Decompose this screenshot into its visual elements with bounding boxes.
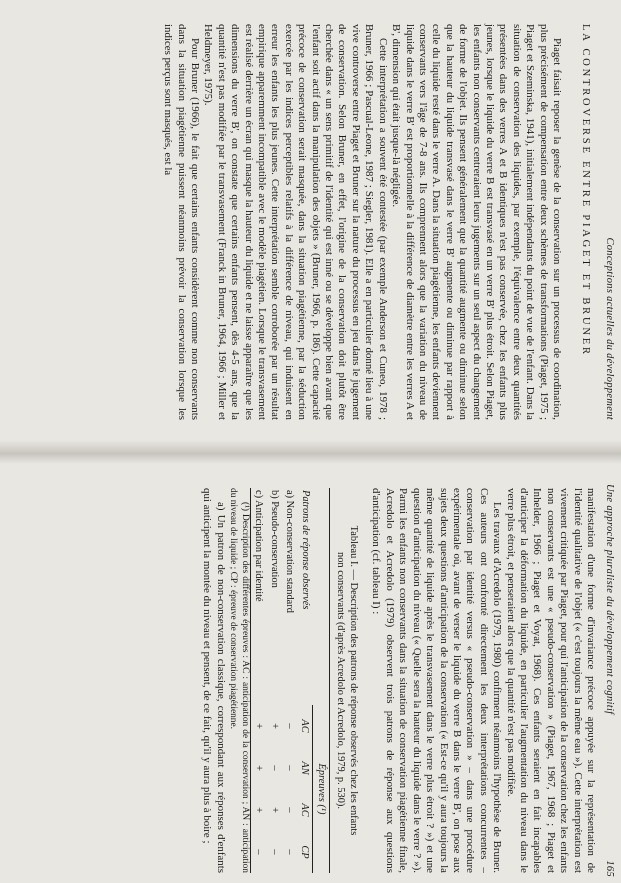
page-number: 165 (604, 860, 615, 877)
table-row-label: a) Non-conservation standard (284, 490, 296, 613)
table-cell: + (250, 747, 266, 789)
table-cell: + (250, 789, 266, 831)
paragraph: manifestation d'une forme d'invariance précoce appuyée sur la représentation de l'identité qualitative de l'objet (« c'est toujours la même eau »). Cette interprétation est vivement critiquée par Piaget, pour qui l'anticipation de la conservation chez les enfants non conservants est une « pseudo-conservation » (Piaget, 1967, 1968 ; Piaget et Inhelder, 1966 ; Piaget et Voyat, 1968). Ces enfants seraient en fait incapables d'anticiper la déformation du liquide, en particulier l'augmentation du niveau dans le verre plus étroit, et penseraient alors que la quantité n'est pas modifiée. (504, 488, 597, 873)
table-row-label: b) Pseudo-conservation (268, 490, 280, 588)
table-cell: – (268, 849, 280, 855)
table-cell: + (268, 807, 280, 813)
table-cell: + (268, 723, 280, 729)
table-column-header: CP (299, 845, 311, 859)
paragraph: a) Un patron de non-conservation classique, correspondant aux réponses d'enfants qui anticipent la montée du niveau et pensent, de ce fait, qu'il y aura plus à boire ; (201, 488, 227, 873)
table-caption: Tableau I. — Description des patrons de réponse observés chez les enfants non conservants (d'après Acredolo et Acredolo, 1979, p. 530). (335, 525, 360, 836)
table-row-header (313, 488, 329, 705)
table-cell: – (284, 765, 296, 771)
book-gutter (0, 440, 621, 464)
table-cell: – (284, 849, 296, 855)
paragraph: Pour Bruner (1966), le fait que certains enfants considèrent comme non conservants dans la situation piagétienne puissent néanmoins prévoir la conservation lorsque les indices perçus sont masqués, est la (162, 24, 202, 420)
table-column-header: AC (299, 719, 311, 733)
table-column-header: AN (299, 761, 311, 775)
right-page (0, 464, 621, 883)
running-head-title: Une approche pluraliste du développement cognitif (604, 484, 615, 715)
left-page (0, 0, 621, 440)
table-cell: – (268, 765, 280, 771)
paragraph: Piaget faisait reposer la genèse de la conservation sur un processus de coordination, plus précisément de compensation entre deux schèmes de transformations (Piaget, 1975 ; Piaget et Szeminska, 1941), initialement indépendants du point de vue de l'enfant. Dans la situation de conservation des liquides, par exemple, l'équivalence entre deux quantités présentées dans des verres A et B identiques n'est pas conservée, chez les enfants plus jeunes, lorsque le liquide du verre B est transvasé en un verre B' plus étroit. Selon Piaget, les enfants non conservants centreraient leurs jugements sur un seul aspect du changement de forme de l'objet. Ils pensent généralement que la quantité augmente ou diminue selon que la hauteur du liquide transvasé dans le verre B' augmente ou diminue par rapport à celle du liquide resté dans le verre A. Dans la situation piagétienne, les enfants deviennent conservants vers l'âge de 7-8 ans. Ils comprennent alors que la variation du niveau de liquide dans le verre B' est proportionnelle à la différence de diamètre entre les verres A et B', dimension qui était jusque-là négligée. (390, 24, 563, 420)
response-patterns-table (250, 488, 330, 873)
table-footnote: (¹) Description des différentes épreuves : AC : anticipation de la conservation ; AN : anticipation du niveau de liquide ; CP : épreuve de conservation piagétienne. (228, 488, 250, 873)
table-row-header-label: Patrons de réponse observés (299, 490, 311, 610)
table-cell: + (250, 705, 266, 747)
section-title: LA CONTROVERSE ENTRE PIAGET ET BRUNER (580, 24, 591, 357)
running-head-left: Conceptions actuelles du développement (604, 237, 615, 420)
left-page-body (161, 24, 563, 420)
paragraph: Cette interprétation a souvent été contestée (par exemple Anderson et Cuneo, 1978 ; Bruner, 1966 ; Pascual-Leone, 1987 ; Siegler, 1981). Elle a en particulier donné lieu à une vive controverse entre Piaget et Bruner sur la nature du processus en jeu dans le jugement de conservation. Selon Bruner, en effet, l'origine de la conservation doit plutôt être cherchée dans « un sens primitif de l'identité qui est inné ou se développe bien avant que l'enfant soit actif dans la manipulation des objets » (Bruner, 1966, p. 186). Cette capacité précoce de conservation serait masquée, dans la situation piagétienne, par la séduction exercée par les indices perceptibles relatifs à la différence de niveau, qui induisent en erreur les enfants les plus jeunes. Cette interprétation semble corroborée par un résultat empirique apparemment incompatible avec le modèle piagétien. Lorsque le transvasement est réalisé derrière un écran qui masque la hauteur du liquide et ne laisse apparaître que les dimensions du verre B', on constate que certains enfants pensent, dès 4-5 ans, que la quantité n'est pas modifiée par le transvasement (Franck in Bruner, 1964, 1966 ; Miller et Heldmeyer, 1975). (202, 24, 389, 420)
paragraph: Les travaux d'Acredolo (1979, 1980) confirment néanmoins l'hypothèse de Bruner. Ces auteurs ont confronté directement les deux interprétations concurrentes – conservation par identité versus « pseudo-conservation » – dans une procédure expérimentale où, avant de verser le liquide du verre B dans le verre B', on pose aux sujets deux questions d'anticipation de la conservation (« Est-ce qu'il y aura toujours la même quantité de liquide après le transvasement dans le verre plus étroit ? ») et une question d'anticipation du niveau (« Quelle sera la hauteur du liquide dans le verre ? »). Parmi les enfants non conservants dans la situation de conservation piagétienne finale, Acredolo et Acredolo (1979) observent trois patrons de réponse aux questions d'anticipation (cf. tableau I) : (370, 488, 504, 873)
running-head-right (604, 484, 615, 877)
table-column-header: AC (299, 803, 311, 817)
table-cell: – (250, 831, 266, 873)
table-cell: – (284, 807, 296, 813)
table-row (266, 488, 281, 873)
table-row (282, 488, 297, 873)
table-column-group: Épreuves (¹) (313, 705, 329, 873)
table-row-label: c) Anticipation par identité (250, 488, 266, 705)
right-page-body (200, 488, 597, 873)
table-cell: – (284, 723, 296, 729)
table-row (250, 488, 266, 873)
